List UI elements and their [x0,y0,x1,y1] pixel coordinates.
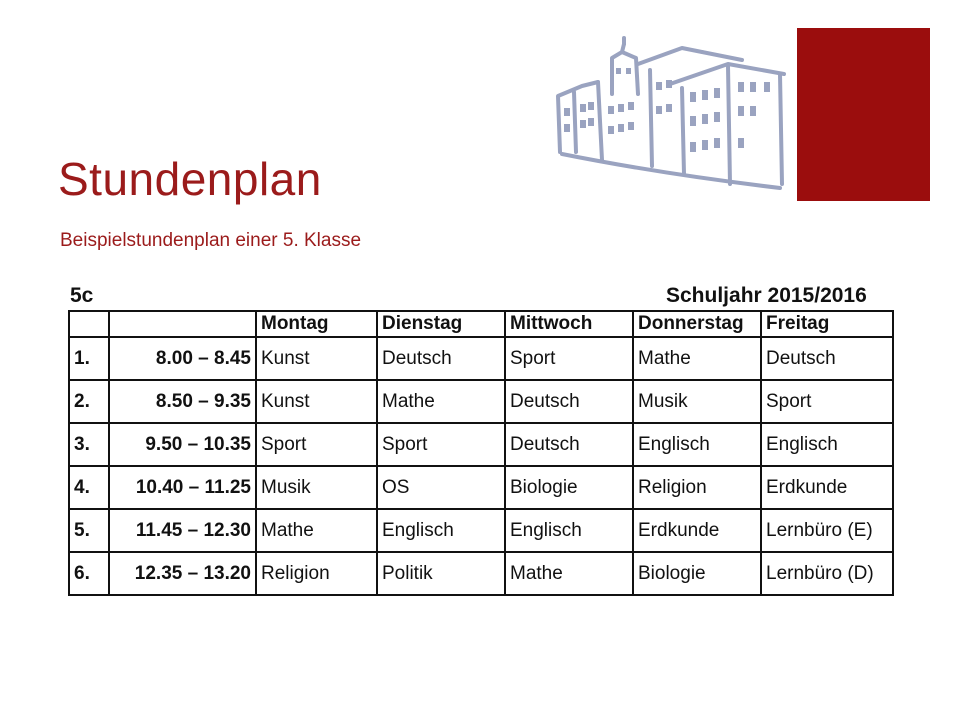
accent-square [797,28,930,201]
subject-cell: Sport [377,423,505,466]
subject-cell: Sport [761,380,893,423]
period-cell: 6. [69,552,109,595]
subject-cell: Sport [256,423,377,466]
timetable [68,310,894,596]
page-title: Stundenplan [58,153,322,205]
time-cell: 12.35 – 13.20 [109,552,256,595]
subject-cell: Erdkunde [633,509,761,552]
subject-cell: Politik [377,552,505,595]
subject-cell: Englisch [377,509,505,552]
time-cell: 9.50 – 10.35 [109,423,256,466]
school-building-icon [552,34,788,192]
subject-cell: Mathe [633,337,761,380]
table-row [69,423,893,466]
subject-cell: Sport [505,337,633,380]
subject-cell: Deutsch [505,423,633,466]
subject-cell: Musik [256,466,377,509]
table-row [69,380,893,423]
period-cell: 2. [69,380,109,423]
subject-cell: Kunst [256,337,377,380]
subject-cell: Lernbüro (E) [761,509,893,552]
subject-cell: Biologie [505,466,633,509]
header-cell-day: Freitag [761,311,893,337]
subject-cell: Religion [633,466,761,509]
time-cell: 10.40 – 11.25 [109,466,256,509]
subject-cell: Deutsch [761,337,893,380]
class-label: 5c [70,284,94,307]
header-cell-day: Mittwoch [505,311,633,337]
period-cell: 4. [69,466,109,509]
header-cell-day: Donnerstag [633,311,761,337]
page-subtitle: Beispielstundenplan einer 5. Klasse [60,230,362,251]
school-year-label: Schuljahr 2015/2016 [666,284,867,307]
time-cell: 11.45 – 12.30 [109,509,256,552]
period-cell: 5. [69,509,109,552]
subject-cell: Biologie [633,552,761,595]
subject-cell: Erdkunde [761,466,893,509]
time-cell: 8.50 – 9.35 [109,380,256,423]
subject-cell: Musik [633,380,761,423]
subject-cell: Lernbüro (D) [761,552,893,595]
period-cell: 3. [69,423,109,466]
header-cell-day: Montag [256,311,377,337]
table-row [69,337,893,380]
subject-cell: Mathe [256,509,377,552]
subject-cell: Englisch [505,509,633,552]
table-row [69,552,893,595]
period-cell: 1. [69,337,109,380]
subject-cell: OS [377,466,505,509]
subject-cell: Kunst [256,380,377,423]
subject-cell: Mathe [377,380,505,423]
header-cell-time [109,311,256,337]
subject-cell: Religion [256,552,377,595]
subject-cell: Deutsch [377,337,505,380]
header-cell-day: Dienstag [377,311,505,337]
subject-cell: Englisch [761,423,893,466]
table-row [69,509,893,552]
header-cell-period [69,311,109,337]
table-header-row [69,311,893,337]
table-row [69,466,893,509]
subject-cell: Englisch [633,423,761,466]
subject-cell: Mathe [505,552,633,595]
time-cell: 8.00 – 8.45 [109,337,256,380]
subject-cell: Deutsch [505,380,633,423]
